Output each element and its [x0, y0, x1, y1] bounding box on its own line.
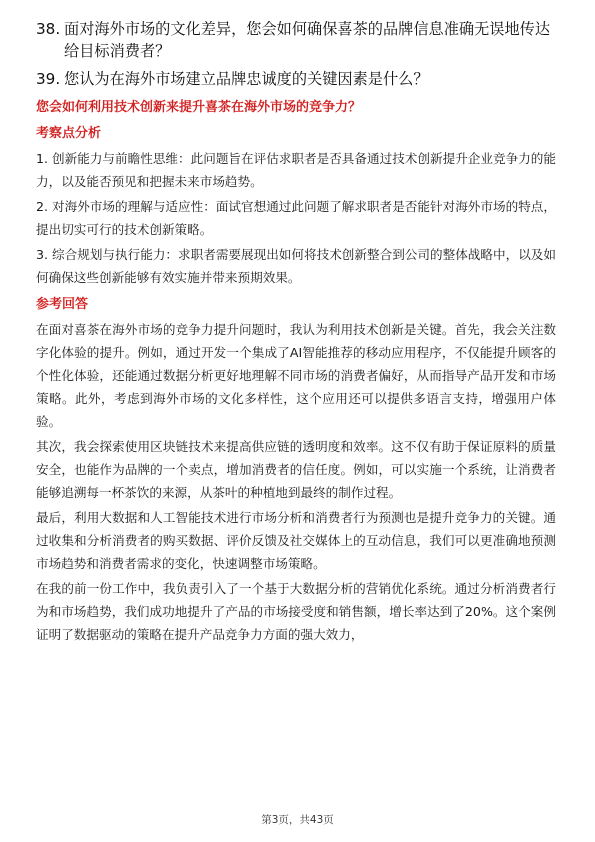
analysis-heading: 考察点分析	[36, 126, 102, 141]
analysis-item: 3. 综合规划与执行能力：求职者需要展现出如何将技术创新整合到公司的整体战略中，以及如何确保这些创新能够有效实施并带来预期效果。	[36, 247, 556, 285]
question-text: 您认为在海外市场建立品牌忠诚度的关键因素是什么？	[64, 70, 429, 88]
reference-heading: 参考回答	[36, 297, 89, 312]
question-number: 39.	[36, 70, 61, 88]
analysis-item: 1. 创新能力与前瞻性思维：此问题旨在评估求职者是否具备通过技术创新提升企业竞争力的能力，以及能否预见和把握未来市场趋势。	[36, 151, 556, 189]
page-footer: 第3页，共43页	[261, 814, 334, 826]
analysis-item: 2. 对海外市场的理解与适应性：面试官想通过此问题了解求职者是否能针对海外市场的特点，提出切实可行的技术创新策略。	[36, 199, 556, 237]
question-number: 38.	[36, 20, 61, 38]
reference-paragraph: 在面对喜茶在海外市场的竞争力提升问题时，我认为利用技术创新是关键。首先，我会关注数字化体验的提升。例如，通过开发一个集成了AI智能推荐的移动应用程序，不仅能提升顾客的个性化体验，还能通过数据分析更好地理解不同市场的消费者偏好，从而指导产品开发和市场策略。此外，考虑到海外市场的文化多样性，这个应用还可以提供多语言支持，增强用户体验。	[36, 322, 556, 429]
reference-paragraph: 最后，利用大数据和人工智能技术进行市场分析和消费者行为预测也是提升竞争力的关键。通过收集和分析消费者的购买数据、评价反馈及社交媒体上的互动信息，我们可以更准确地预测市场趋势和消费者需求的变化，快速调整市场策略。	[36, 510, 556, 571]
question-text: 面对海外市场的文化差异，您会如何确保喜茶的品牌信息准确无误地传达给目标消费者？	[64, 20, 550, 60]
question-item-38	[36, 18, 556, 62]
reference-paragraph: 其次，我会探索使用区块链技术来提高供应链的透明度和效率。这不仅有助于保证原料的质量安全，也能作为品牌的一个卖点，增加消费者的信任度。例如，可以实施一个系统，让消费者能够追溯每一杯茶饮的来源，从茶叶的种植地到最终的制作过程。	[36, 439, 556, 500]
section-question-title: 您会如何利用技术创新来提升喜茶在海外市场的竞争力？	[36, 100, 362, 115]
reference-paragraph: 在我的前一份工作中，我负责引入了一个基于大数据分析的营销优化系统。通过分析消费者行为和市场趋势，我们成功地提升了产品的市场接受度和销售额，增长率达到了20%。这个案例证明了数据驱动的策略在提升产品竞争力方面的强大效力，	[36, 581, 556, 642]
question-item-39	[36, 68, 556, 90]
page-content	[36, 18, 556, 648]
